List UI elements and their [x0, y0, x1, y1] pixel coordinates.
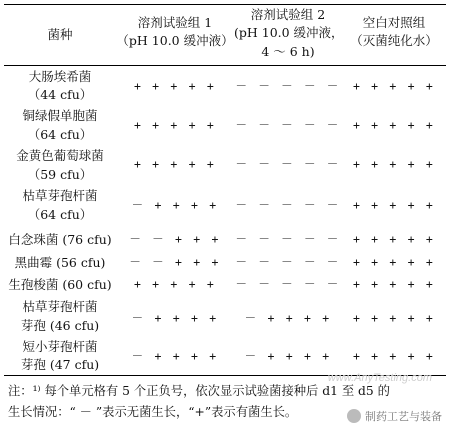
footnote-line2: 生长情况：“ － ”表示无菌生长，“+”表示有菌生长。 [8, 405, 298, 419]
group2-result: － － － － － [235, 118, 341, 132]
group2-result: － + + + + [244, 311, 332, 325]
strain-name: 白念珠菌 (76 cfu) [8, 232, 112, 247]
site-watermark: www.AnyTesting.com [327, 372, 432, 384]
group1-result: + + + + + [133, 118, 217, 132]
strain-count: 芽孢 (47 cfu) [20, 357, 100, 372]
group2-result: － － － － － [235, 277, 341, 291]
header-group1-line1: 溶剂试验组 1 [137, 15, 213, 30]
header-group2-line1: 溶剂试验组 2 [250, 7, 326, 22]
blank-result: + + + + + [352, 157, 436, 171]
table-header-rule [4, 65, 446, 66]
footnote-line1: 注：¹⁾ 每个单元格有 5 个正负号，依次显示试验菌接种后 d1 至 d5 的 [8, 384, 390, 398]
group1-result: + + + + + [133, 157, 217, 171]
group1-result: － + + + + [131, 349, 219, 363]
group2-result: － － － － － [235, 79, 341, 93]
group1-result: － + + + + [131, 311, 219, 325]
group2-result: － － － － － [235, 232, 341, 246]
header-group1-line2: （pH 10.0 缓冲液） [116, 33, 234, 48]
group1-result: － + + + + [131, 198, 219, 212]
strain-count: 芽孢 (46 cfu) [20, 318, 100, 333]
group2-result: － － － － － [235, 255, 341, 269]
group2-result: － － － － － [235, 157, 341, 171]
blank-result: + + + + + [352, 311, 436, 325]
header-blank-line1: 空白对照组 [362, 15, 426, 30]
account-watermark [347, 408, 442, 424]
group1-result: － － + + + [129, 232, 221, 246]
group1-result: + + + + + [133, 277, 217, 291]
strain-name: 铜绿假单胞菌 [22, 108, 98, 123]
header-blank-line2: （灭菌纯化水） [350, 33, 438, 48]
blank-result: + + + + + [352, 79, 436, 93]
header-group2-line3: 4 ～ 6 h) [261, 44, 315, 59]
strain-name: 生孢梭菌 (60 cfu) [8, 277, 112, 292]
header-strain: 菌种 [47, 27, 73, 42]
strain-count: （64 cfu） [27, 207, 93, 222]
group1-result: + + + + + [133, 79, 217, 93]
strain-count: （44 cfu） [27, 87, 93, 102]
group2-result: － + + + + [244, 349, 332, 363]
blank-result: + + + + + [352, 255, 436, 269]
table-top-rule [4, 4, 446, 5]
strain-name: 黑曲霉 (56 cfu) [14, 255, 106, 270]
wechat-icon [347, 409, 361, 423]
group1-result: － － + + + [129, 255, 221, 269]
group2-result: － － － － － [235, 198, 341, 212]
strain-count: （64 cfu） [27, 127, 93, 142]
strain-count: （59 cfu） [27, 167, 93, 182]
strain-name: 短小芽孢杆菌 [22, 339, 98, 354]
blank-result: + + + + + [352, 198, 436, 212]
header-group2-line2: (pH 10.0 缓冲液， [234, 25, 344, 40]
blank-result: + + + + + [352, 349, 436, 363]
strain-name: 枯草芽孢杆菌 [22, 188, 98, 203]
strain-name: 大肠埃希菌 [28, 69, 92, 84]
strain-name: 金黄色葡萄球菌 [16, 148, 104, 163]
blank-result: + + + + + [352, 118, 436, 132]
strain-name: 枯草芽孢杆菌 [22, 299, 98, 314]
blank-result: + + + + + [352, 277, 436, 291]
account-name: 制药工艺与装备 [365, 411, 442, 423]
blank-result: + + + + + [352, 232, 436, 246]
